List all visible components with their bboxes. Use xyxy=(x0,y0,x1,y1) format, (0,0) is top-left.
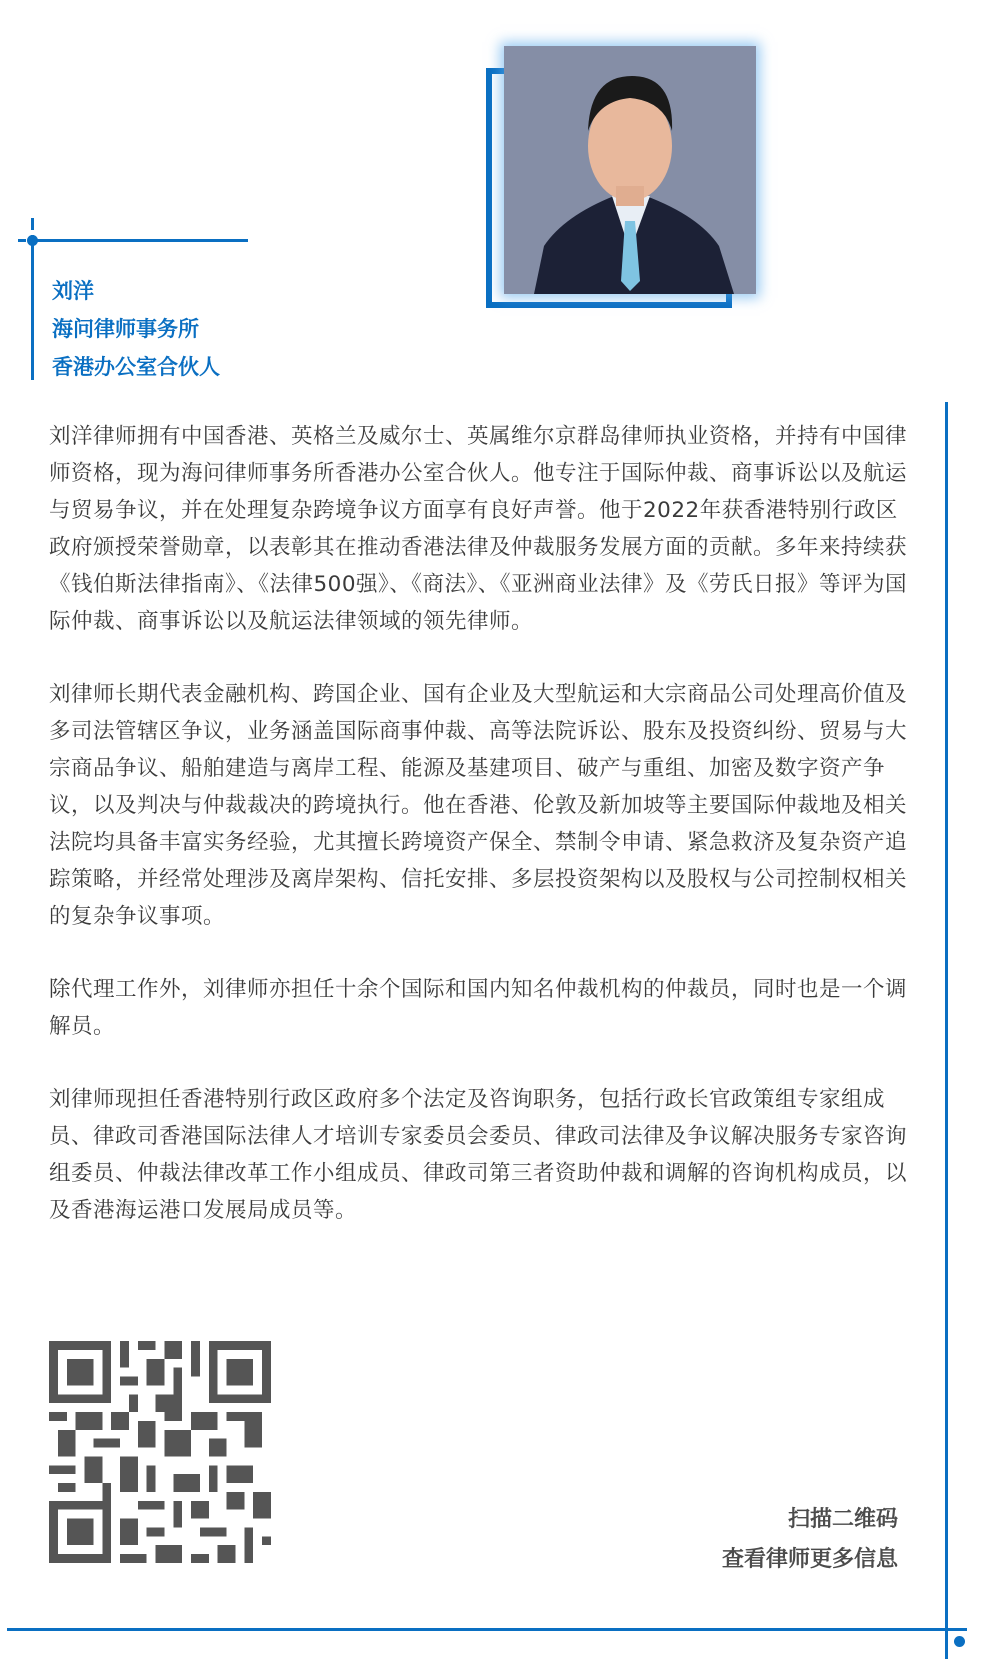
qr-caption-line2: 查看律师更多信息 xyxy=(721,1547,898,1572)
bottom-right-dot xyxy=(954,1636,965,1647)
profile-header xyxy=(52,272,220,386)
lawyer-title: 香港办公室合伙人 xyxy=(52,355,220,379)
lawyer-name: 刘洋 xyxy=(52,279,94,303)
qr-caption xyxy=(620,1500,898,1580)
firm-name: 海问律师事务所 xyxy=(52,317,199,341)
qr-caption-line1: 扫描二维码 xyxy=(787,1507,898,1532)
bottom-horizontal-rule xyxy=(7,1628,967,1631)
bio-paragraph: 刘律师长期代表金融机构、跨国企业、国有企业及大型航运和大宗商品公司处理高价值及多司法管辖区争议，业务涵盖国际商事仲裁、高等法院诉讼、股东及投资纠纷、贸易与大宗商品争议、船舶建造与离岸工程、能源及基建项目、破产与重组、加密及数字资产争议，以及判决与仲裁裁决的跨境执行。他在香港、伦敦及新加坡等主要国际仲裁地及相关法院均具备丰富实务经验，尤其擅长跨境资产保全、禁制令申请、紧急救济及复杂资产追踪策略，并经常处理涉及离岸架构、信托安排、多层投资架构以及股权与公司控制权相关的复杂争议事项。 xyxy=(49,682,908,929)
qr-code[interactable] xyxy=(49,1341,271,1563)
biography xyxy=(49,418,913,1265)
top-left-dot xyxy=(27,235,38,246)
bio-paragraph: 刘洋律师拥有中国香港、英格兰及威尔士、英属维尔京群岛律师执业资格，并持有中国律师资格，现为海问律师事务所香港办公室合伙人。他专注于国际仲裁、商事诉讼以及航运与贸易争议，并在处理复杂跨境争议方面享有良好声誉。他于2022年获香港特别行政区政府颁授荣誉勋章，以表彰其在推动香港法律及仲裁服务发展方面的贡献。多年来持续获《钱伯斯法律指南》、《法律500强》、《商法》、《亚洲商业法律》及《劳氏日报》等评为国际仲裁、商事诉讼以及航运法律领域的领先律师。 xyxy=(49,424,908,634)
qr-code-icon xyxy=(49,1341,271,1563)
portrait-icon xyxy=(504,46,756,294)
top-left-horizontal-rule xyxy=(18,239,248,242)
bio-paragraph: 刘律师现担任香港特别行政区政府多个法定及咨询职务，包括行政长官政策组专家组成员、律政司香港国际法律人才培训专家委员会委员、律政司法律及争议解决服务专家咨询组委员、仲裁法律改革工作小组成员、律政司第三者资助仲裁和调解的咨询机构成员，以及香港海运港口发展局成员等。 xyxy=(49,1087,908,1223)
bio-paragraph: 除代理工作外，刘律师亦担任十余个国际和国内知名仲裁机构的仲裁员，同时也是一个调解员。 xyxy=(49,977,908,1039)
lawyer-photo xyxy=(504,46,756,294)
right-vertical-rule xyxy=(945,402,948,1659)
